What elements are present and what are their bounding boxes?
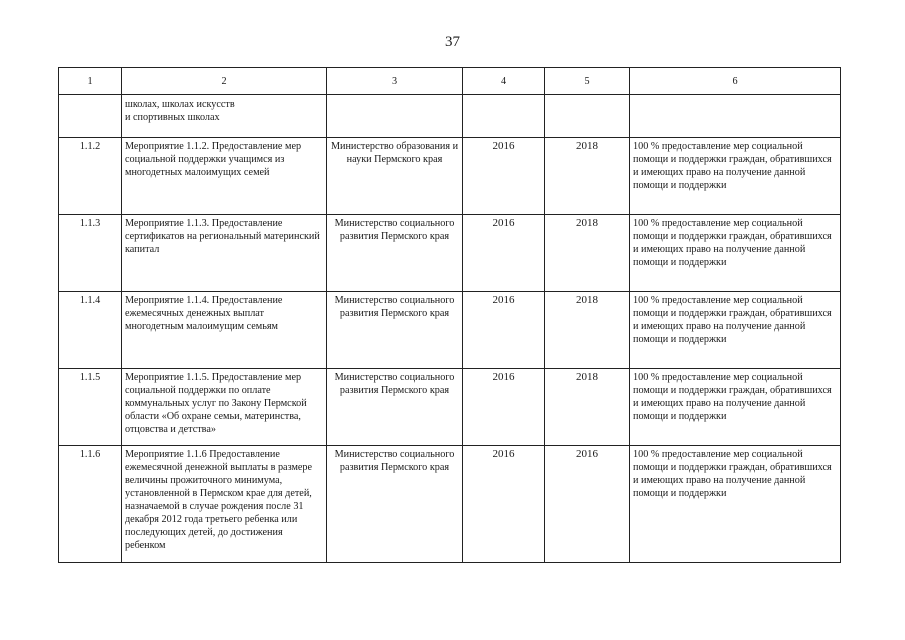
cell-year-start: 2016	[463, 292, 545, 369]
cell-year-start: 2016	[463, 369, 545, 446]
cell-event: Мероприятие 1.1.5. Предоставление мер социальной поддержки по оплате коммунальных услуг по Закону Пермской области «Об охране семьи, материнства, отцовства и детства»	[122, 369, 327, 446]
measures-table	[58, 67, 841, 563]
header-row	[59, 68, 841, 95]
cell-num: 1.1.5	[59, 369, 122, 446]
cell-result: 100 % предоставление мер социальной помощи и поддержки граждан, обратившихся и имеющих право на получение данной помощи и поддержки	[630, 138, 841, 215]
cell-event: Мероприятие 1.1.3. Предоставление сертификатов на региональный материнский капитал	[122, 215, 327, 292]
cell-num: 1.1.2	[59, 138, 122, 215]
table-row	[59, 292, 841, 369]
page-number: 37	[445, 34, 460, 50]
header-col-5: 5	[545, 68, 630, 95]
header-col-3: 3	[327, 68, 463, 95]
cell-year-start	[463, 95, 545, 138]
cell-result: 100 % предоставление мер социальной помощи и поддержки граждан, обратившихся и имеющих право на получение данной помощи и поддержки	[630, 446, 841, 563]
table-row-continuation	[59, 95, 841, 138]
cell-num	[59, 95, 122, 138]
cell-result: 100 % предоставление мер социальной помощи и поддержки граждан, обратившихся и имеющих право на получение данной помощи и поддержки	[630, 369, 841, 446]
cell-event: школах, школах искусств и спортивных школах	[122, 95, 327, 138]
cell-executor: Министерство социального развития Пермского края	[327, 369, 463, 446]
header-col-2: 2	[122, 68, 327, 95]
cell-year-end: 2016	[545, 446, 630, 563]
table-row	[59, 215, 841, 292]
cell-year-end: 2018	[545, 369, 630, 446]
table-row	[59, 446, 841, 563]
header-col-6: 6	[630, 68, 841, 95]
cell-year-start: 2016	[463, 138, 545, 215]
cell-year-start: 2016	[463, 215, 545, 292]
cell-num: 1.1.3	[59, 215, 122, 292]
cell-executor: Министерство социального развития Пермского края	[327, 446, 463, 563]
cell-result	[630, 95, 841, 138]
cell-executor	[327, 95, 463, 138]
cell-year-end: 2018	[545, 138, 630, 215]
cell-event: Мероприятие 1.1.4. Предоставление ежемесячных денежных выплат многодетным малоимущим семьям	[122, 292, 327, 369]
cell-event: Мероприятие 1.1.2. Предоставление мер социальной поддержки учащимся из многодетных малоимущих семей	[122, 138, 327, 215]
cell-num: 1.1.6	[59, 446, 122, 563]
table-row	[59, 138, 841, 215]
cell-year-end: 2018	[545, 215, 630, 292]
cell-year-end: 2018	[545, 292, 630, 369]
cell-executor: Министерство образования и науки Пермского края	[327, 138, 463, 215]
cell-event: Мероприятие 1.1.6 Предоставление ежемесячной денежной выплаты в размере величины прожиточного минимума, установленной в Пермском крае для детей, назначаемой в случае рождения после 31 декабря 2012 года третьего ребенка или последующих детей, до достижения ребенком	[122, 446, 327, 563]
cell-executor: Министерство социального развития Пермского края	[327, 292, 463, 369]
cell-year-start: 2016	[463, 446, 545, 563]
cell-result: 100 % предоставление мер социальной помощи и поддержки граждан, обратившихся и имеющих право на получение данной помощи и поддержки	[630, 292, 841, 369]
header-col-1: 1	[59, 68, 122, 95]
cell-num: 1.1.4	[59, 292, 122, 369]
cell-result: 100 % предоставление мер социальной помощи и поддержки граждан, обратившихся и имеющих право на получение данной помощи и поддержки	[630, 215, 841, 292]
table-row	[59, 369, 841, 446]
cell-executor: Министерство социального развития Пермского края	[327, 215, 463, 292]
header-col-4: 4	[463, 68, 545, 95]
cell-year-end	[545, 95, 630, 138]
